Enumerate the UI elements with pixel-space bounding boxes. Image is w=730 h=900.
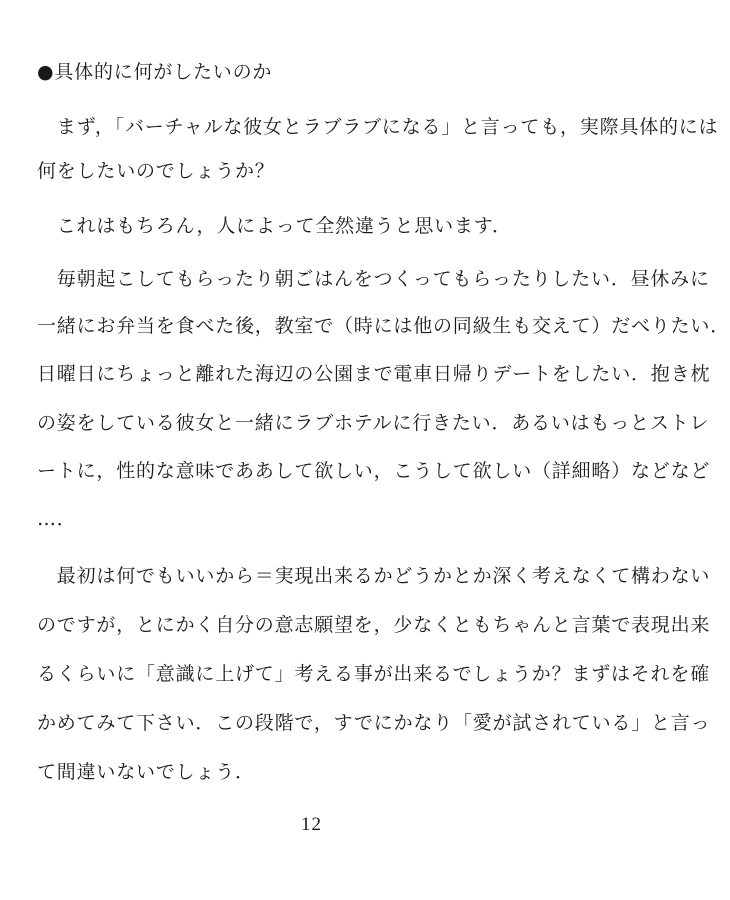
paragraph-1-line-1: まず，「バーチャルな彼女とラブラブになる」と言っても，実際具体的には (37, 116, 719, 138)
paragraph-3-line-2: 一緒にお弁当を食べた後，教室で（時には他の同級生も交えて）だべりたい． (37, 315, 730, 337)
paragraph-4-line-1: 最初は何でもいいから＝実現出来るかどうかとか深く考えなくて構わない (37, 565, 711, 587)
paragraph-4-line-3: るくらいに「意識に上げて」考える事が出来るでしょうか？まずはそれを確 (37, 663, 711, 685)
page-number: 12 (301, 814, 322, 835)
paragraph-3-line-5: ートに，性的な意味でああして欲しい，こうして欲しい（詳細略）などなど (37, 460, 711, 482)
paragraph-4-line-2: のですが，とにかく自分の意志願望を，少なくともちゃんと言葉で表現出来 (37, 614, 711, 636)
paragraph-1-line-2: 何をしたいのでしょうか？ (37, 160, 275, 182)
paragraph-2-line-1: これはもちろん，人によって全然違うと思います． (37, 215, 512, 237)
paragraph-4-line-5: て間違いないでしょう． (37, 761, 255, 783)
paragraph-3-line-6: …． (37, 508, 77, 530)
paragraph-3-line-3: 日曜日にちょっと離れた海辺の公園まで電車日帰りデートをしたい．抱き枕 (37, 363, 711, 385)
paragraph-3-line-1: 毎朝起こしてもらったり朝ごはんをつくってもらったりしたい．昼休みに (37, 268, 710, 290)
section-heading: ●具体的に何がしたいのか (37, 61, 273, 83)
paragraph-3-line-4: の姿をしている彼女と一緒にラブホテルに行きたい．あるいはもっとストレ (37, 412, 710, 434)
paragraph-4-line-4: かめてみて下さい．この段階で，すでにかなり「愛が試されている」と言っ (37, 712, 711, 734)
